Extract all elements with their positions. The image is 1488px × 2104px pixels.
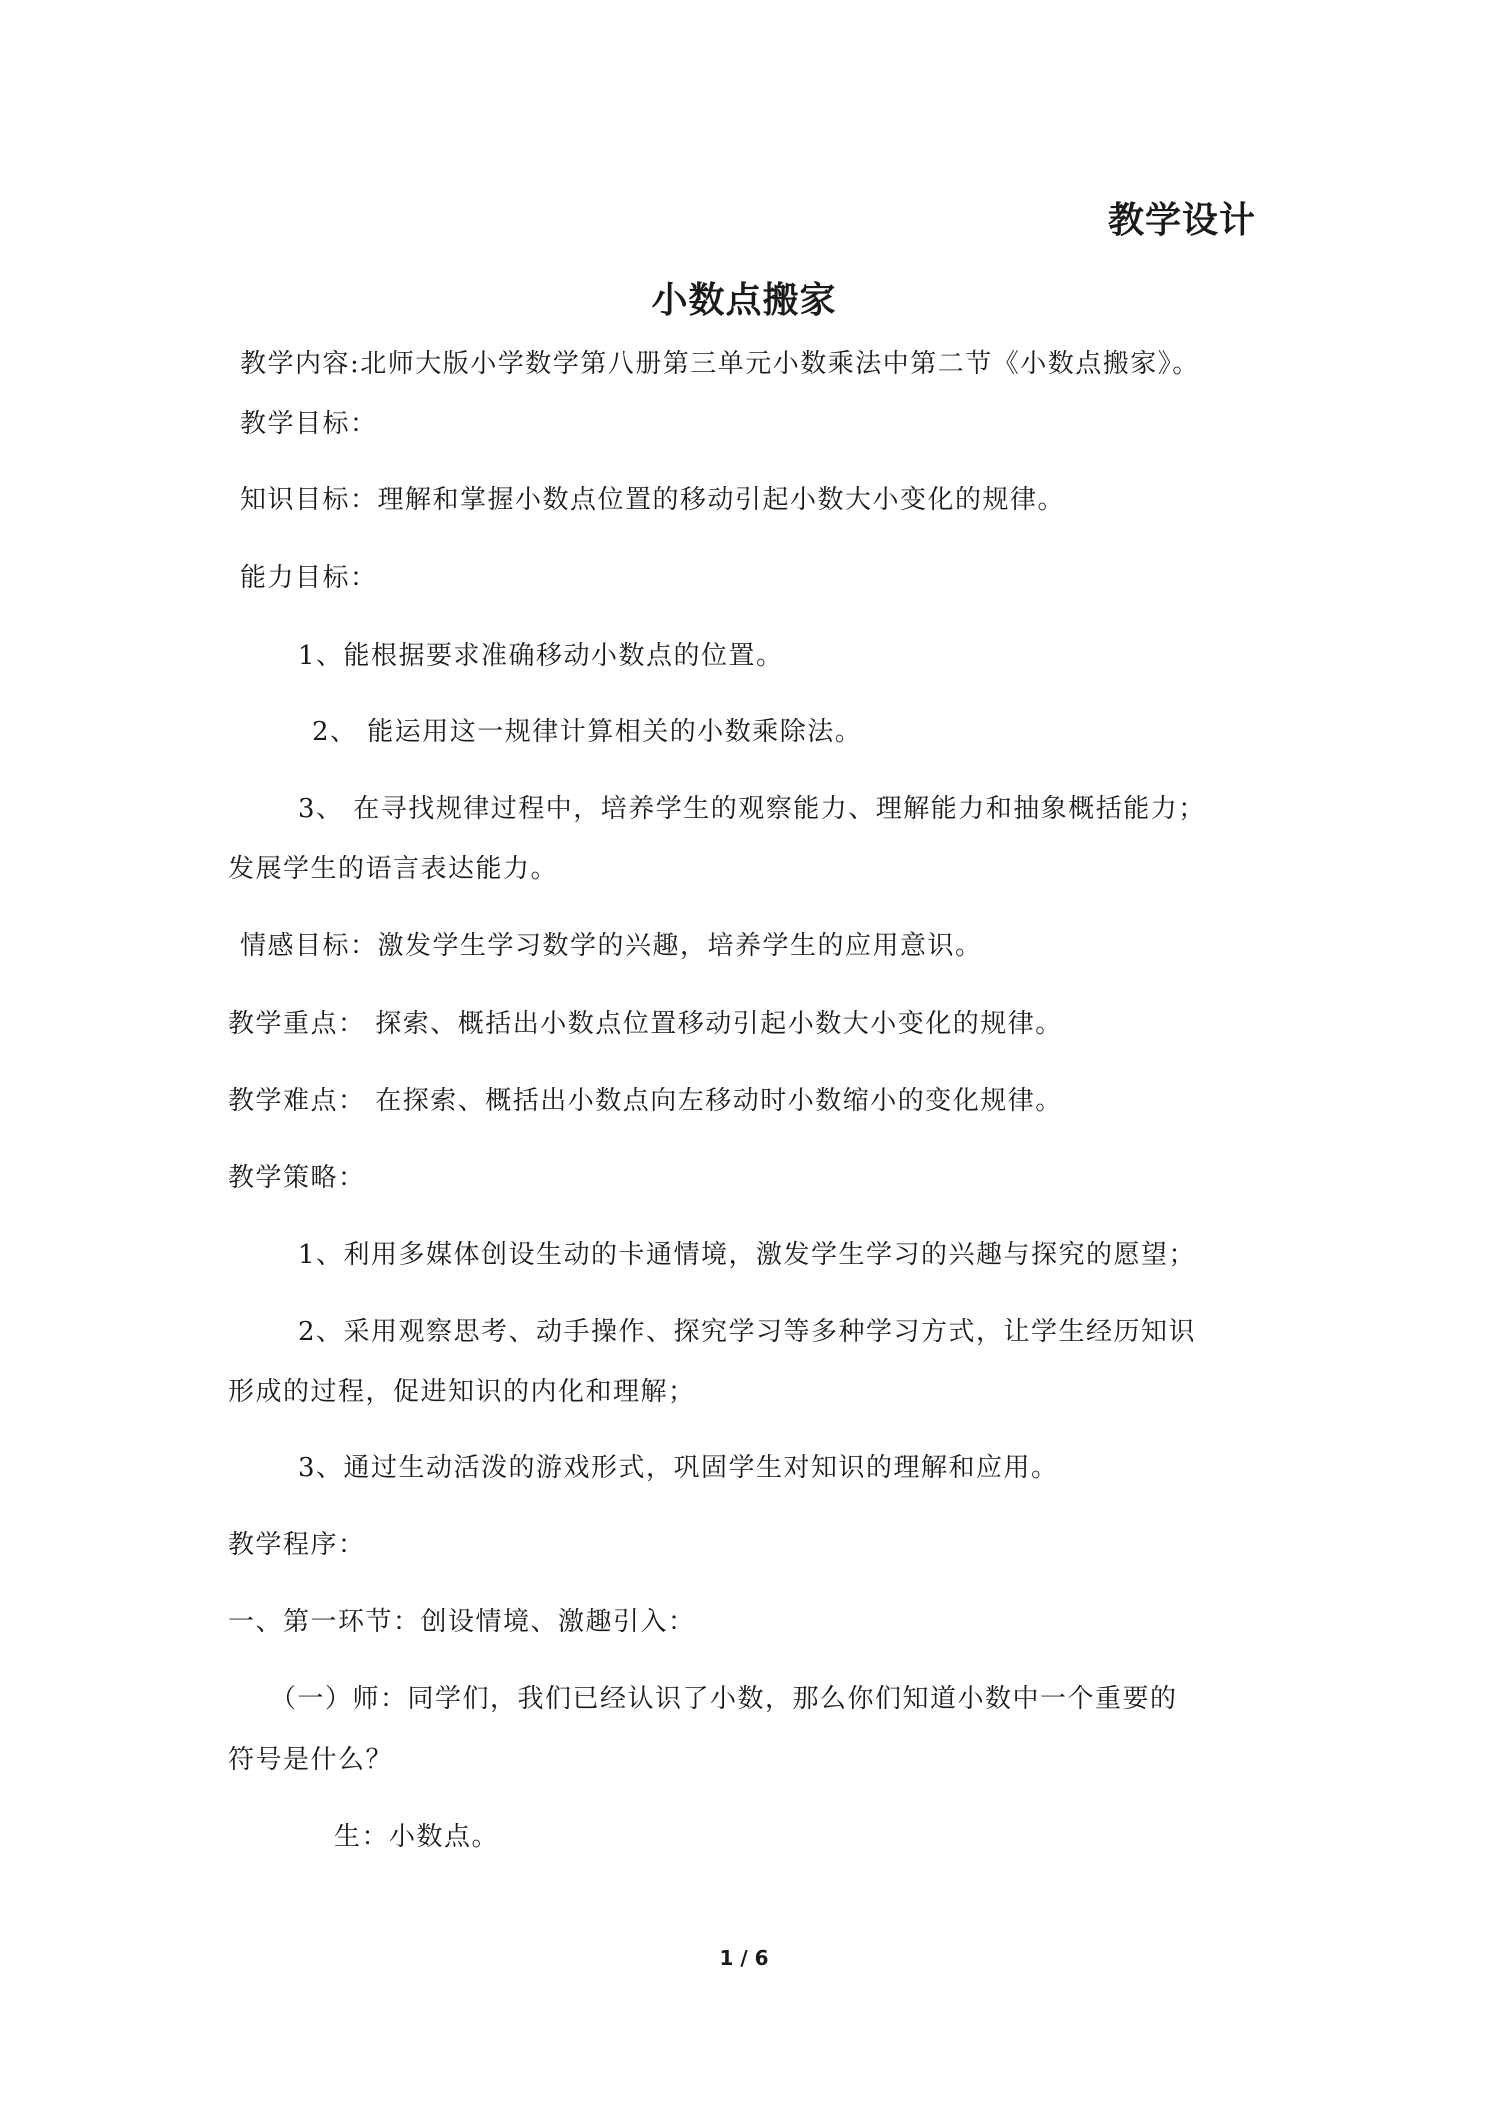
paragraph-line: 教学重点： 探索、概括出小数点位置移动引起小数大小变化的规律。 (228, 1009, 1063, 1039)
paragraph-line: 1、利用多媒体创设生动的卡通情境，激发学生学习的兴趣与探究的愿望； (298, 1240, 1197, 1270)
document-title: 小数点搬家 (651, 280, 837, 321)
paragraph-line: 生：小数点。 (334, 1822, 500, 1852)
paragraph-line: 符号是什么？ (228, 1745, 394, 1775)
paragraph-line: 教学难点： 在探索、概括出小数点向左移动时小数缩小的变化规律。 (228, 1086, 1063, 1116)
page-number: 1 / 6 (719, 1946, 769, 1970)
paragraph-line: 教学程序： (228, 1530, 366, 1560)
paragraph-line: 发展学生的语言表达能力。 (228, 854, 559, 884)
paragraph-line: 教学目标： (240, 409, 378, 439)
paragraph-line: 形成的过程，促进知识的内化和理解； (228, 1377, 696, 1407)
paragraph-line: 2、 能运用这一规律计算相关的小数乘除法。 (312, 717, 863, 747)
paragraph-line: 教学内容:北师大版小学数学第八册第三单元小数乘法中第二节《小数点搬家》。 (240, 349, 1200, 379)
paragraph-line: （一）师：同学们，我们已经认识了小数，那么你们知道小数中一个重要的 (270, 1684, 1178, 1714)
paragraph-line: 能力目标： (240, 563, 378, 593)
paragraph-line: 教学策略： (228, 1163, 366, 1193)
paragraph-line: 1、能根据要求准确移动小数点的位置。 (298, 641, 784, 671)
paragraph-line: 2、采用观察思考、动手操作、探究学习等多种学习方式，让学生经历知识 (298, 1317, 1197, 1347)
paragraph-line: 知识目标：理解和掌握小数点位置的移动引起小数大小变化的规律。 (240, 485, 1066, 515)
paragraph-line: 3、 在寻找规律过程中，培养学生的观察能力、理解能力和抽象概括能力； (298, 794, 1206, 824)
paragraph-line: 一、第一环节：创设情境、激趣引入： (228, 1607, 696, 1637)
paragraph-line: 情感目标：激发学生学习数学的兴趣，培养学生的应用意识。 (240, 931, 983, 961)
paragraph-line: 3、通过生动活泼的游戏形式，巩固学生对知识的理解和应用。 (298, 1453, 1059, 1483)
header-title: 教学设计 (1107, 200, 1256, 241)
